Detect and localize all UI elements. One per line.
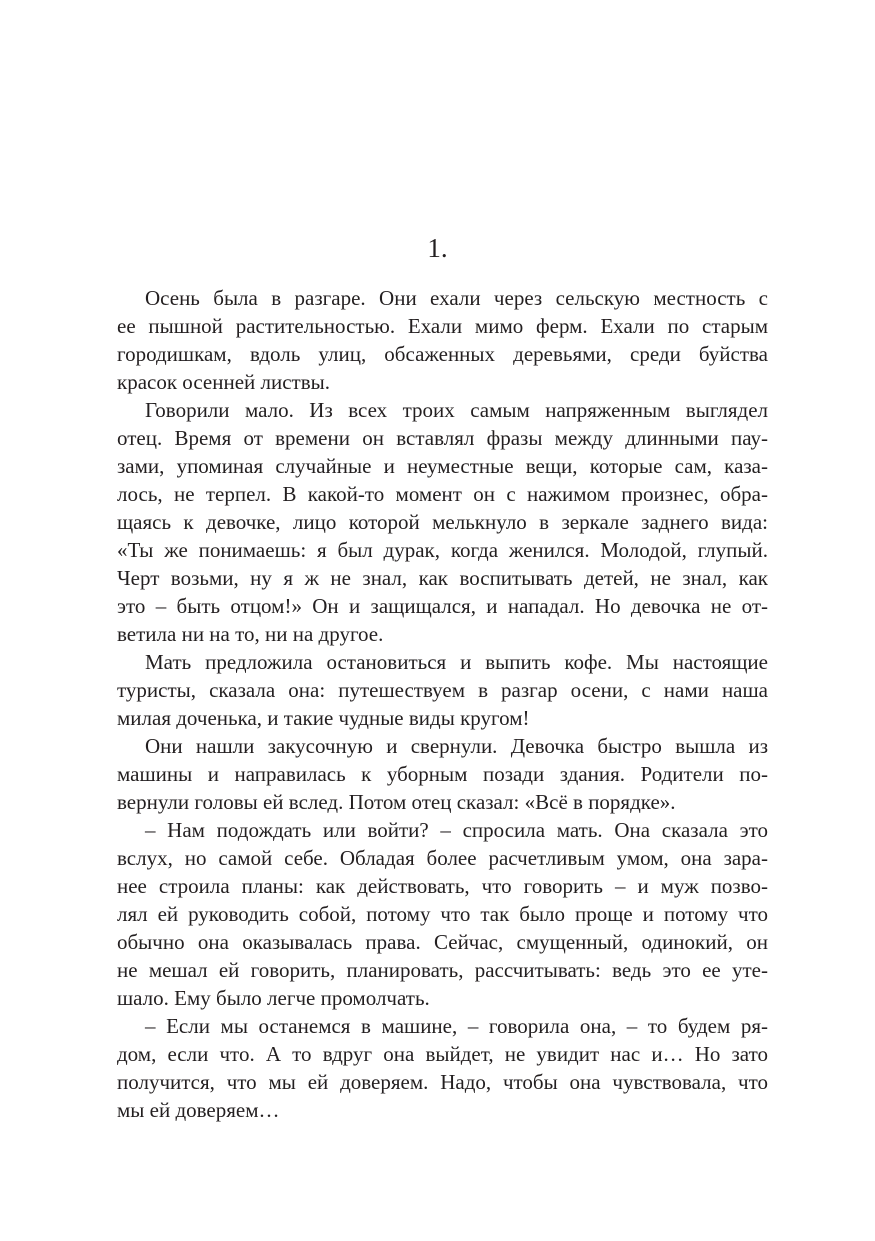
text-line: не мешал ей говорить, планировать, рассчитывать: ведь это ее уте- (117, 958, 768, 982)
text-line: вернули головы ей вслед. Потом отец сказал: «Всё в порядке». (117, 790, 676, 814)
text-line: зами, упоминая случайные и неуместные вещи, которые сам, каза- (117, 454, 768, 478)
text-line: туристы, сказала она: путешествуем в разгар осени, с нами наша (117, 678, 768, 702)
text-line: нее строила планы: как действовать, что говорить – и муж позво- (117, 874, 768, 898)
text-line: ветила ни на то, ни на другое. (117, 622, 384, 646)
text-line: Черт возьми, ну я ж не знал, как воспитывать детей, не знал, как (117, 566, 768, 590)
text-line: красок осенней листвы. (117, 370, 330, 394)
text-line: получится, что мы ей доверяем. Надо, чтобы она чувствовала, что (117, 1070, 768, 1094)
paragraph (117, 648, 768, 732)
text-line: Мать предложила остановиться и выпить кофе. Мы настоящие (145, 650, 768, 674)
text-line: машины и направилась к уборным позади здания. Родители по- (117, 762, 768, 786)
text-line: лось, не терпел. В какой-то момент он с нажимом произнес, обра- (117, 482, 768, 506)
text-line: шало. Ему было легче промолчать. (117, 986, 430, 1010)
paragraph (117, 732, 768, 816)
text-line: – Если мы останемся в машине, – говорила она, – то будем ря- (145, 1014, 768, 1038)
paragraph (117, 396, 768, 648)
text-line: это – быть отцом!» Он и защищался, и нападал. Но девочка не от- (117, 594, 768, 618)
text-line: ее пышной растительностью. Ехали мимо ферм. Ехали по старым (117, 314, 768, 338)
text-line: вслух, но самой себе. Обладая более расчетливым умом, она зара- (117, 846, 768, 870)
text-line: – Нам подождать или войти? – спросила мать. Она сказала это (145, 818, 768, 842)
paragraph (117, 816, 768, 1012)
text-line: мы ей доверяем… (117, 1098, 280, 1122)
text-line: Осень была в разгаре. Они ехали через сельскую местность с (145, 286, 768, 310)
text-line: дом, если что. А то вдруг она выйдет, не увидит нас и… Но зато (117, 1042, 768, 1066)
text-line: обычно она оказывалась права. Сейчас, смущенный, одинокий, он (117, 930, 768, 954)
text-line: Говорили мало. Из всех троих самым напряженным выглядел (145, 398, 768, 422)
chapter-text (117, 284, 768, 1124)
paragraph (117, 284, 768, 396)
text-line: отец. Время от времени он вставлял фразы между длинными пау- (117, 426, 768, 450)
text-line: городишкам, вдоль улиц, обсаженных деревьями, среди буйства (117, 342, 768, 366)
text-line: милая доченька, и такие чудные виды кругом! (117, 706, 530, 730)
text-line: щаясь к девочке, лицо которой мелькнуло в зеркале заднего вида: (117, 510, 768, 534)
text-line: лял ей руководить собой, потому что так было проще и потому что (117, 902, 768, 926)
text-line: Они нашли закусочную и свернули. Девочка быстро вышла из (145, 734, 768, 758)
text-line: «Ты же понимаешь: я был дурак, когда женился. Молодой, глупый. (117, 538, 768, 562)
chapter-number: 1. (427, 233, 448, 263)
paragraph (117, 1012, 768, 1124)
